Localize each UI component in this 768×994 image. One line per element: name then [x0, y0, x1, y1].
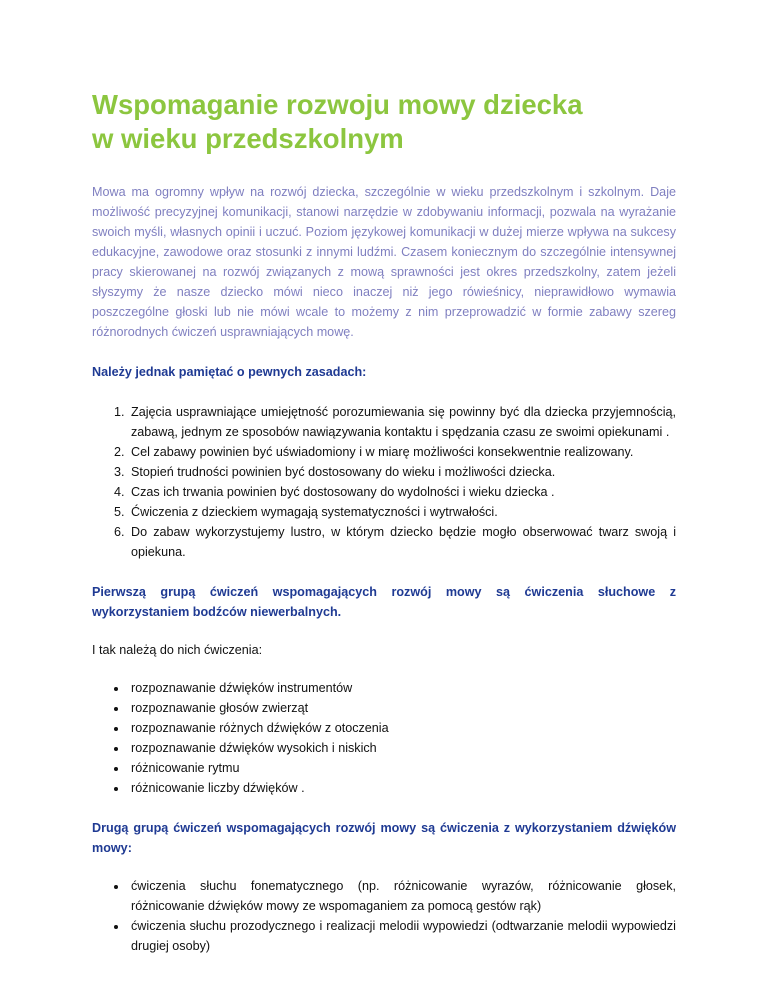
rule-item: 6. Do zabaw wykorzystujemy lustro, w którym dziecko będzie mogło obserwować twarz swoją i opiekuna.	[128, 522, 676, 562]
document-title	[92, 88, 676, 156]
group1-item: • rozpoznawanie dźwięków instrumentów	[128, 678, 676, 698]
rule-item: 1. Zajęcia usprawniające umiejętność porozumiewania się powinny być dla dziecka przyjemnością, zabawą, jednym ze sposobów nawiązywania kontaktu i spędzania czasu ze swoimi opiekunami .	[128, 402, 676, 442]
group1-list	[92, 678, 676, 798]
intro-paragraph: Mowa ma ogromny wpływ na rozwój dziecka, szczególnie w wieku przedszkolnym i szkolnym. Daje możliwość precyzyjnej komunikacji, stanowi narzędzie w zdobywaniu informacji, pozwala na wyrażanie swoich myśli, własnych opinii i uczuć. Poziom językowej komunikacji w dużej mierze wpływa na sukcesy edukacyjne, zawodowe oraz stosunki z innymi ludźmi. Czasem koniecznym do szczególnie intensywnej pracy skierowanej na rozwój związanych z mową sprawności jest okres przedszkolny, zatem jeżeli słyszymy że nasze dziecko mówi nieco inaczej niż jego rówieśnicy, nieprawidłowo wymawia poszczególne głoski lub nie mówi wcale to możemy z nim przeprowadzić w formie zabawy szereg różnorodnych ćwiczeń usprawniających mowę.	[92, 185, 676, 339]
group1-heading: Pierwszą grupą ćwiczeń wspomagających rozwój mowy są ćwiczenia słuchowe z wykorzystaniem bodźców niewerbalnych.	[92, 585, 676, 619]
rules-heading: Należy jednak pamiętać o pewnych zasadach:	[92, 365, 367, 379]
rule-item: 3. Stopień trudności powinien być dostosowany do wieku i możliwości dziecka.	[128, 462, 676, 482]
title-line-2: w wieku przedszkolnym	[92, 123, 404, 154]
rule-item: 2. Cel zabawy powinien być uświadomiony i w miarę możliwości konsekwentnie realizowany.	[128, 442, 676, 462]
rule-item: 4. Czas ich trwania powinien być dostosowany do wydolności i wieku dziecka .	[128, 482, 676, 502]
group1-item: • różnicowanie liczby dźwięków .	[128, 778, 676, 798]
group1-item: • rozpoznawanie głosów zwierząt	[128, 698, 676, 718]
group2-list	[92, 876, 676, 956]
group2-item: • ćwiczenia słuchu prozodycznego i realizacji melodii wypowiedzi (odtwarzanie melodii wypowiedzi drugiej osoby)	[128, 916, 676, 956]
group2-item: • ćwiczenia słuchu fonematycznego (np. różnicowanie wyrazów, różnicowanie głosek, różnicowanie dźwięków mowy ze wspomaganiem za pomocą gestów rąk)	[128, 876, 676, 916]
group1-intro: I tak należą do nich ćwiczenia:	[92, 643, 263, 657]
group1-item: • rozpoznawanie dźwięków wysokich i niskich	[128, 738, 676, 758]
rule-item: 5. Ćwiczenia z dzieckiem wymagają systematyczności i wytrwałości.	[128, 502, 676, 522]
group1-item: • rozpoznawanie różnych dźwięków z otoczenia	[128, 718, 676, 738]
group2-heading: Drugą grupą ćwiczeń wspomagających rozwój mowy są ćwiczenia z wykorzystaniem dźwięków mowy:	[92, 821, 676, 855]
group1-item: • różnicowanie rytmu	[128, 758, 676, 778]
title-line-1: Wspomaganie rozwoju mowy dziecka	[92, 89, 583, 120]
rules-list	[92, 402, 676, 562]
